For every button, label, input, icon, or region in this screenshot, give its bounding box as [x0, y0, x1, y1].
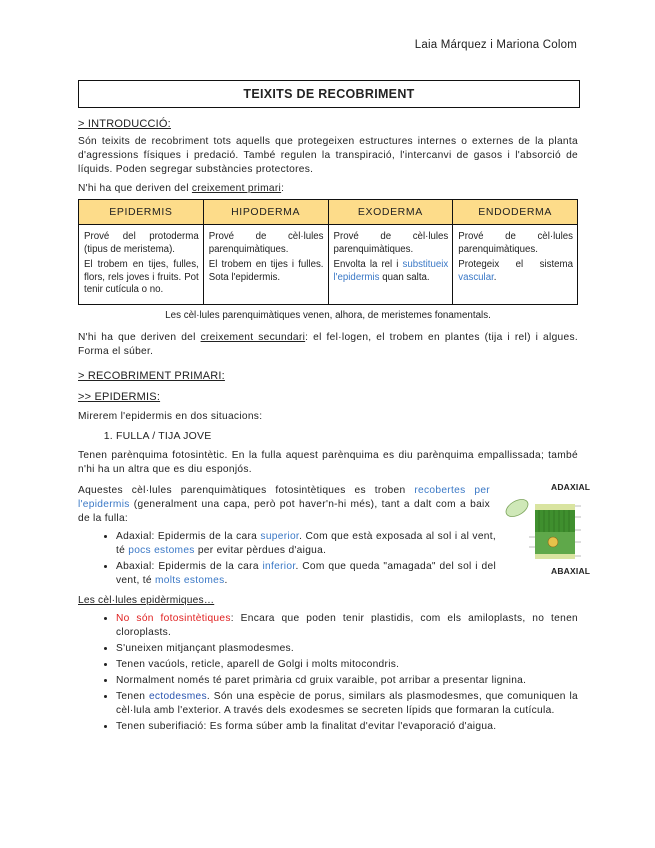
- adaxial-label: ADAXIAL: [551, 481, 591, 492]
- secondary-prefix: N'hi ha que deriven del: [78, 331, 201, 343]
- covered-text-b: (generalment una capa, però pot haver'n-hi més), tant a dalt com a baix de la fulla:: [78, 498, 490, 524]
- cell-text: Prové de cèl·lules parenquimàtiques.: [458, 231, 573, 255]
- abaxial-text: .: [224, 574, 228, 586]
- cell-exoderma: [328, 225, 453, 305]
- secondary-growth-term: creixement secundari: [200, 331, 306, 343]
- cell-text-part: .: [493, 271, 497, 283]
- cell-text: El trobem en tijes i fulles. Sota l'epidermis.: [208, 259, 324, 283]
- primary-growth-term: creixement primari: [191, 183, 282, 194]
- primary-derivation-prefix: N'hi ha que deriven del: [78, 183, 192, 194]
- list-item: [116, 690, 578, 718]
- list-item: • Tenen suberifiació: Es forma súber amb la finalitat d'evitar l'evaporació d'aigua.: [116, 720, 578, 734]
- situations-list: [78, 429, 578, 443]
- epidermis-intro: Mirerem l'epidermis en dos situacions:: [78, 410, 263, 422]
- table-caption: Les cèl·lules parenquimàtiques venen, alhora, de meristemes fonamentals.: [165, 309, 491, 321]
- epidermal-cells-heading: Les cèl·lules epidèrmiques…: [78, 594, 215, 606]
- intro-paragraph: Són teixits de recobriment tots aquells que protegeixen estructures internes o externes de la planta d'agressions físiques i predació. També regulen la transpiració, l'intercanvi de gasos i l'absorció de líquids. Poden segregar substàncies protectores.: [78, 136, 578, 175]
- adaxial-term: superior: [260, 530, 300, 542]
- leaf-cross-section-figure: [503, 481, 591, 582]
- intro-heading: > INTRODUCCIÓ:: [78, 118, 171, 130]
- parenchyma-paragraph: Tenen parènquima fotosintètic. En la fulla aquest parènquima es diu parènquima empallissada; també n'hi ha un altra que es diu esponjós.: [78, 449, 578, 475]
- secondary-suffix: : el fel·logen, el trobem en plantes (tija i rel) i algues. Forma el súber.: [78, 331, 579, 357]
- cell-endoderma: [453, 225, 578, 305]
- header-exoderma: EXODERMA: [328, 200, 453, 225]
- highlight-term: substitueix l'epidermis: [333, 259, 449, 283]
- abaxial-text: Abaxial: Epidermis de la cara: [116, 560, 263, 572]
- adaxial-stomata: pocs estomes: [128, 544, 195, 556]
- abaxial-stomata: molts estomes: [154, 574, 225, 586]
- leaf-faces-list: [78, 530, 496, 588]
- abaxial-text: . Com que queda "amagada" del sol i del vent, té: [116, 560, 497, 586]
- list-item: • Normalment només té paret primària cd gruix varaible, pot arribar a presentar lignina.: [116, 674, 578, 688]
- abaxial-label: ABAXIAL: [551, 565, 591, 576]
- bullet-text: Tenen: [116, 690, 149, 702]
- covered-term: recobertes per l'epidermis: [78, 484, 490, 510]
- list-item: [116, 560, 496, 588]
- bullet-text: . Són una espècie de porus, similars als plasmodesmes, que comuniquen la cèl·lula amb l'exterior. A través dels exodesmes se secreten lípids que formaran la cutícula.: [116, 690, 578, 716]
- primary-heading: > RECOBRIMENT PRIMARI:: [78, 369, 225, 382]
- cell-text: Prové de cèl·lules parenquimàtiques.: [208, 231, 324, 255]
- document-title: TEIXITS DE RECOBRIMENT: [78, 80, 580, 108]
- list-item: [116, 530, 496, 558]
- adaxial-text: . Com que està exposada al sol i al vent, té: [116, 530, 497, 556]
- leaf-section: [78, 481, 591, 588]
- epidermis-subheading: >> EPIDERMIS:: [78, 390, 161, 403]
- secondary-growth-paragraph: [78, 331, 578, 359]
- list-item: 1. FULLA / TIJA JOVE: [116, 429, 578, 443]
- table-header-row: [79, 200, 578, 225]
- list-item: [116, 612, 578, 640]
- adaxial-text: per evitar pèrdues d'aigua.: [194, 544, 327, 556]
- cell-text: Prové del protoderma (tipus de meristema).: [84, 231, 199, 255]
- cell-text: El trobem en tijes, fulles, flors, rels joves i fruits. Pot tenir cutícula o no.: [84, 259, 199, 295]
- covered-text-a: Aquestes cèl·lules parenquimàtiques fotosintètiques es troben: [78, 484, 415, 496]
- bullet-text: : Encara que poden tenir plastidis, com els amiloplasts, no tenen cloroplasts.: [116, 612, 579, 638]
- epidermal-cells-list: [78, 612, 578, 734]
- covered-paragraph: [78, 484, 490, 526]
- abaxial-term: inferior: [262, 560, 296, 572]
- cell-epidermis: [79, 225, 204, 305]
- header-endoderma: ENDODERMA: [453, 200, 578, 225]
- cell-text: Prové de cèl·lules parenquimàtiques.: [333, 231, 449, 255]
- ectodesmes-term: ectodesmes: [148, 690, 207, 702]
- not-photosynthetic-term: No són fotosintètiques: [116, 612, 231, 624]
- cell-text-part: quan salta.: [379, 271, 430, 283]
- list-item: • Tenen vacúols, reticle, aparell de Golgi i molts mitocondris.: [116, 658, 578, 672]
- list-item: • S'uneixen mitjançant plasmodesmes.: [116, 642, 578, 656]
- cell-text-part: Protegeix el sistema: [458, 259, 573, 270]
- primary-derivation-suffix: :: [281, 183, 285, 194]
- primary-derivation-line: [78, 182, 578, 196]
- adaxial-text: Adaxial: Epidermis de la cara: [116, 530, 261, 542]
- author-header: Laia Márquez i Mariona Colom: [414, 39, 577, 51]
- cell-text-part: Envolta la rel i: [333, 259, 403, 270]
- content-body: [78, 117, 591, 738]
- cell-hipoderma: [203, 225, 328, 305]
- table-row: [79, 225, 578, 305]
- cell-text: [334, 259, 449, 284]
- cell-text: [458, 259, 573, 284]
- header-hipoderma: HIPODERMA: [203, 200, 328, 225]
- highlight-term: vascular: [458, 271, 494, 283]
- tissues-table: [78, 199, 578, 305]
- header-epidermis: EPIDERMIS: [79, 200, 204, 225]
